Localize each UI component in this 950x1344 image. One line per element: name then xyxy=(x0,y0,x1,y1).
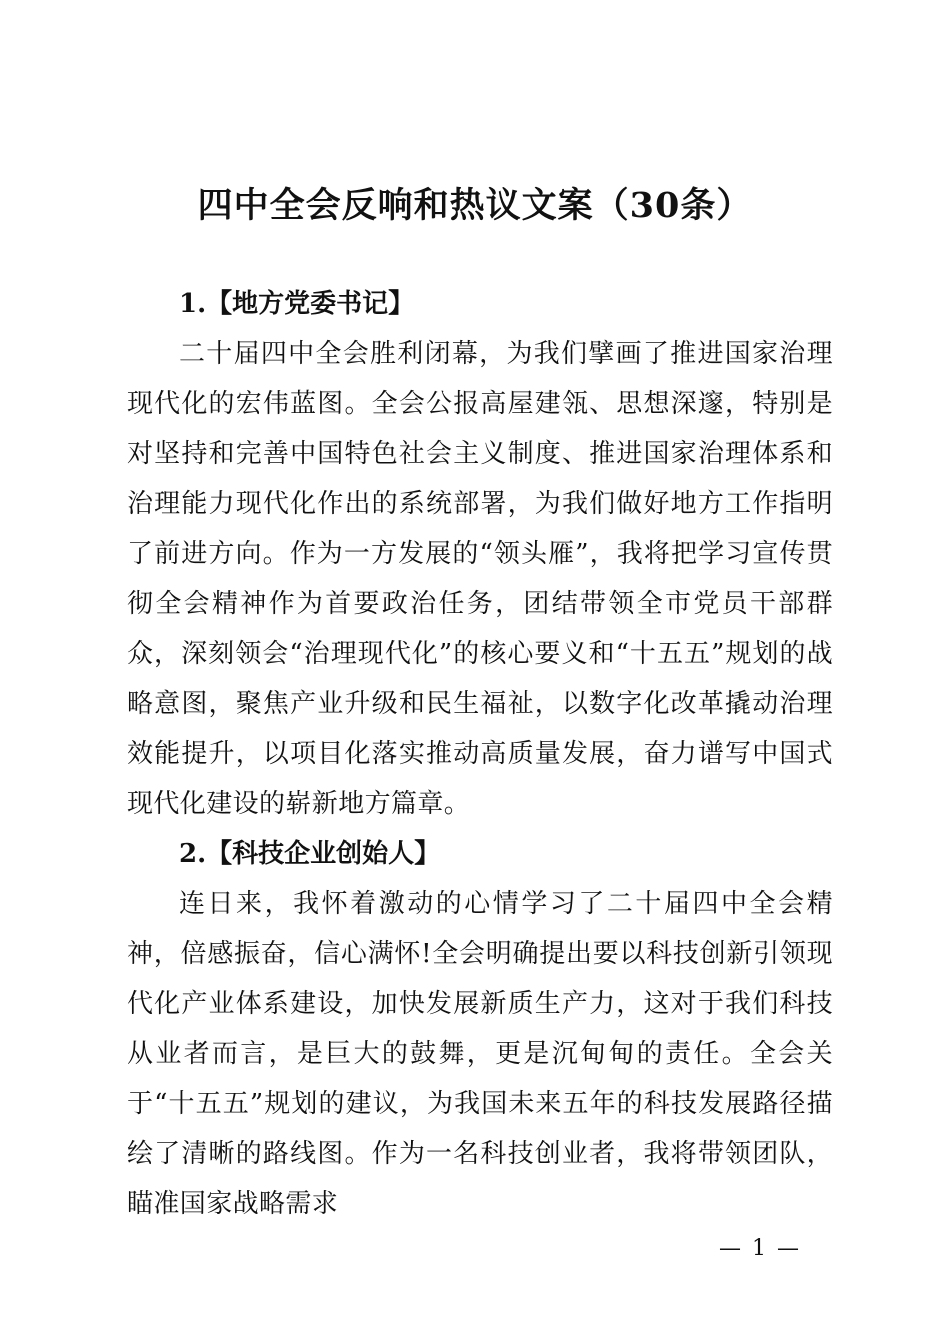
document-title: 四中全会反响和热议文案（30条） xyxy=(197,185,753,226)
document-body xyxy=(127,279,833,1229)
page-number: — 1 — xyxy=(719,1236,801,1261)
section-paragraph-1: 二十届四中全会胜利闭幕，为我们擘画了推进国家治理现代化的宏伟蓝图。全会公报高屋建瓴、思想深邃，特别是对坚持和完善中国特色社会主义制度、推进国家治理体系和治理能力现代化作出的系统部署，为我们做好地方工作指明了前进方向。作为一方发展的“领头雁”，我将把学习宣传贯彻全会精神作为首要政治任务，团结带领全市党员干部群众，深刻领会“治理现代化”的核心要义和“十五五”规划的战略意图，聚焦产业升级和民生福祉，以数字化改革撬动治理效能提升，以项目化落实推动高质量发展，奋力谱写中国式现代化建设的崭新地方篇章。 xyxy=(127,339,833,819)
section-heading-1: 1.【地方党委书记】 xyxy=(179,289,415,319)
section-paragraph-2: 连日来，我怀着激动的心情学习了二十届四中全会精神，倍感振奋，信心满怀!全会明确提出要以科技创新引领现代化产业体系建设，加快发展新质生产力，这对于我们科技从业者而言，是巨大的鼓舞，更是沉甸甸的责任。全会关于“十五五”规划的建议，为我国未来五年的科技发展路径描绘了清晰的路线图。作为一名科技创业者，我将带领团队，瞄准国家战略需求 xyxy=(127,889,833,1219)
section-heading-2: 2.【科技企业创始人】 xyxy=(179,839,441,869)
